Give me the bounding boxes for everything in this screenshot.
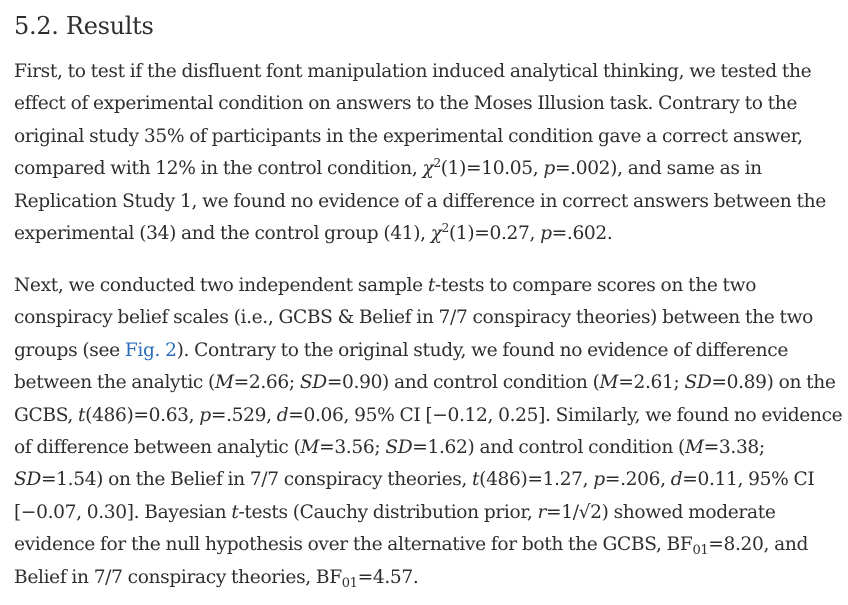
text-line [14, 464, 836, 496]
text-line [14, 562, 836, 594]
text-line: conspiracy belief scales (i.e., GCBS & Belief in 7/7 conspiracy theories) between the two [14, 307, 813, 329]
text-run: -tests (Cauchy distribution prior, [238, 501, 538, 523]
text-run: =2.61; [618, 372, 685, 394]
stat-symbol-t: t [231, 501, 239, 523]
text-run: (486)=1.27, [479, 469, 594, 491]
text-run: =.002), and same as in [554, 158, 762, 180]
subscript: 01 [692, 543, 709, 559]
stat-symbol-sd: SD [14, 469, 41, 491]
text-run: between the analytic ( [14, 372, 215, 394]
text-run: =0.06, 95% CI [−0.12, 0.25]. Similarly, we found no evidence [288, 404, 843, 426]
text-run: =1.54) on the Belief in 7/7 conspiracy theories, [40, 469, 473, 491]
stat-symbol-sd: SD [385, 436, 413, 458]
subscript: 01 [341, 575, 358, 591]
stat-symbol-d: d [276, 404, 289, 426]
stat-symbol-p: p [593, 469, 605, 491]
text-line [14, 497, 836, 529]
text-run: Next, we conducted two independent sample [14, 275, 428, 296]
results-paragraph-2 [14, 270, 843, 594]
text-run: Belief in 7/7 conspiracy theories, BF [14, 566, 342, 588]
stat-symbol-p: p [540, 222, 552, 244]
text-run: (1)=0.27, [448, 222, 541, 244]
stat-symbol-m: M [684, 436, 704, 458]
text-run: =.602. [551, 222, 613, 244]
chi-symbol: χ [422, 158, 434, 180]
text-line [14, 270, 836, 302]
text-run: evidence for the null hypothesis over the alternative for both the GCBS, BF [14, 534, 693, 556]
stat-symbol-d: d [670, 469, 683, 491]
text-line [14, 218, 836, 250]
text-run: experimental (34) and the control group (41), [14, 222, 431, 244]
stat-symbol-t: t [427, 275, 435, 296]
text-run: =.206, [604, 469, 671, 491]
text-run: =.529, [210, 404, 277, 426]
text-run: =1.62) and control condition ( [412, 436, 685, 458]
section-heading: 5.2. Results [14, 12, 154, 40]
stat-symbol-m: M [599, 372, 619, 394]
text-run: (1)=10.05, [440, 158, 544, 180]
text-run: =3.56; [319, 436, 386, 458]
superscript: 2 [433, 156, 441, 171]
chi-symbol: χ [430, 222, 442, 244]
text-line [14, 529, 836, 561]
text-run: compared with 12% in the control condition, [14, 158, 423, 180]
text-run: [−0.07, 0.30]. Bayesian [14, 501, 232, 523]
text-line: effect of experimental condition on answers to the Moses Illusion task. Contrary to the [14, 93, 798, 115]
text-run: groups (see [14, 339, 125, 361]
figure-2-link[interactable]: Fig. 2 [124, 339, 177, 361]
text-run: ). Contrary to the original study, we found no evidence of difference [176, 339, 789, 361]
stat-symbol-m: M [214, 372, 234, 394]
stat-symbol-sd: SD [299, 372, 327, 394]
text-line: Replication Study 1, we found no evidence of a difference in correct answers between the [14, 190, 826, 212]
stat-symbol-sd: SD [684, 372, 712, 394]
stat-symbol-t: t [472, 469, 480, 491]
text-run: =0.90) and control condition ( [326, 372, 600, 394]
text-line [14, 432, 836, 464]
text-run: =0.11, 95% CI [682, 469, 815, 491]
text-run: -tests to compare scores on the two [434, 275, 757, 296]
text-line [14, 335, 836, 367]
stat-symbol-r: r [537, 501, 547, 523]
stat-symbol-p: p [199, 404, 211, 426]
stat-symbol-p: p [543, 158, 555, 180]
text-run: =0.89) on the [711, 372, 836, 394]
text-run: =8.20, and [708, 534, 809, 556]
text-run: (486)=0.63, [85, 404, 200, 426]
text-line [14, 367, 836, 399]
stat-symbol-t: t [78, 404, 86, 426]
text-line [14, 400, 843, 432]
text-run: =2.66; [233, 372, 300, 394]
text-run: =3.38; [703, 436, 765, 458]
text-run: of difference between analytic ( [14, 436, 301, 458]
text-line [14, 153, 836, 185]
text-run: GCBS, [14, 404, 79, 426]
results-paragraph-1 [14, 56, 836, 250]
text-run: =1/√2) showed moderate [546, 501, 776, 523]
stat-symbol-m: M [300, 436, 320, 458]
text-run: =4.57. [357, 566, 419, 588]
text-line: First, to test if the disfluent font manipulation induced analytical thinking, we tested the [14, 61, 812, 82]
superscript: 2 [441, 220, 449, 235]
text-line: original study 35% of participants in the experimental condition gave a correct answer, [14, 125, 803, 147]
